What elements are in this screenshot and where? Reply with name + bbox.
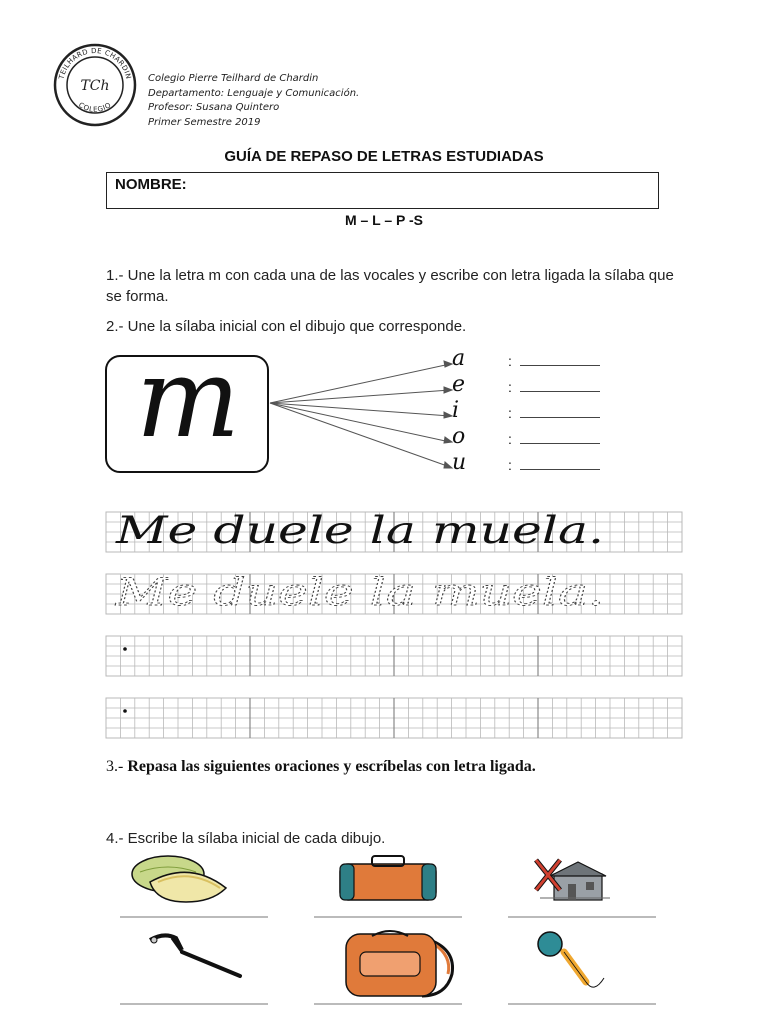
svg-text:COLEGIO xyxy=(77,101,113,114)
instruction-3-text: Repasa las siguientes oraciones y escríbelas con letra ligada. xyxy=(127,758,536,775)
name-label: NOMBRE: xyxy=(115,176,187,193)
answer-line[interactable] xyxy=(520,391,600,392)
vowel-row-a xyxy=(448,346,608,378)
instruction-3 xyxy=(106,758,706,776)
instruction-1: 1.- Une la letra m con cada una de las vocales y escribe con letra ligada la sílaba que se forma. xyxy=(106,267,674,305)
answer-line[interactable] xyxy=(520,469,600,470)
vowel-list xyxy=(448,346,608,482)
vowel-separator: : xyxy=(508,353,512,369)
vowel-i: i xyxy=(452,398,460,423)
vowel-separator: : xyxy=(508,457,512,473)
department: Departamento: Lenguaje y Comunicación. xyxy=(148,87,360,99)
answer-line[interactable] xyxy=(520,365,600,366)
start-dot xyxy=(123,709,127,713)
instruction-2: 2.- Une la sílaba inicial con el dibujo que corresponde. xyxy=(106,318,467,335)
vowel-e: e xyxy=(452,372,466,397)
vowel-separator: : xyxy=(508,379,512,395)
letters-studied: M – L – P -S xyxy=(344,212,424,228)
pictures-grid xyxy=(110,852,680,1017)
semester: Primer Semestre 2019 xyxy=(148,116,261,128)
melon-icon xyxy=(132,856,226,902)
vowel-separator: : xyxy=(508,405,512,421)
vowel-u: u xyxy=(452,450,467,475)
vowel-row-i xyxy=(448,398,608,430)
instruction-4: 4.- Escribe la sílaba inicial de cada dibujo. xyxy=(106,830,386,847)
vowel-row-u xyxy=(448,450,608,482)
sentence-dotted: Me duele la muela. xyxy=(114,571,604,614)
vowel-a: a xyxy=(452,346,466,371)
pickaxe-icon xyxy=(150,935,240,976)
start-dot xyxy=(123,647,127,651)
cursive-m-letter: m xyxy=(135,350,241,462)
school-logo xyxy=(52,42,138,128)
logo-monogram: TCh xyxy=(80,78,110,94)
suitcase-icon xyxy=(340,856,436,900)
answer-line[interactable] xyxy=(520,443,600,444)
school-header xyxy=(148,72,359,130)
microphone-icon xyxy=(538,932,604,987)
vowel-separator: : xyxy=(508,431,512,447)
handwriting-grids xyxy=(104,510,684,740)
windmill-icon xyxy=(536,860,610,900)
worksheet-title: GUÍA DE REPASO DE LETRAS ESTUDIADAS xyxy=(224,148,544,165)
school-name: Colegio Pierre Teilhard de Chardin xyxy=(148,73,319,84)
vowel-row-o xyxy=(448,424,608,456)
vowel-row-e xyxy=(448,372,608,404)
teacher: Profesor: Susana Quintero xyxy=(148,102,280,113)
vowel-o: o xyxy=(452,424,466,449)
arrow-lines xyxy=(270,361,452,468)
sentence-solid: Me duele la muela. xyxy=(114,510,604,552)
instruction-3-number: 3.- xyxy=(106,758,124,775)
backpack-icon xyxy=(346,931,453,996)
logo-ring-text: TEILHARD DE CHARDIN xyxy=(57,46,133,81)
answer-line[interactable] xyxy=(520,417,600,418)
logo-bottom-text: COLEGIO xyxy=(77,100,113,114)
name-field[interactable] xyxy=(106,172,659,209)
